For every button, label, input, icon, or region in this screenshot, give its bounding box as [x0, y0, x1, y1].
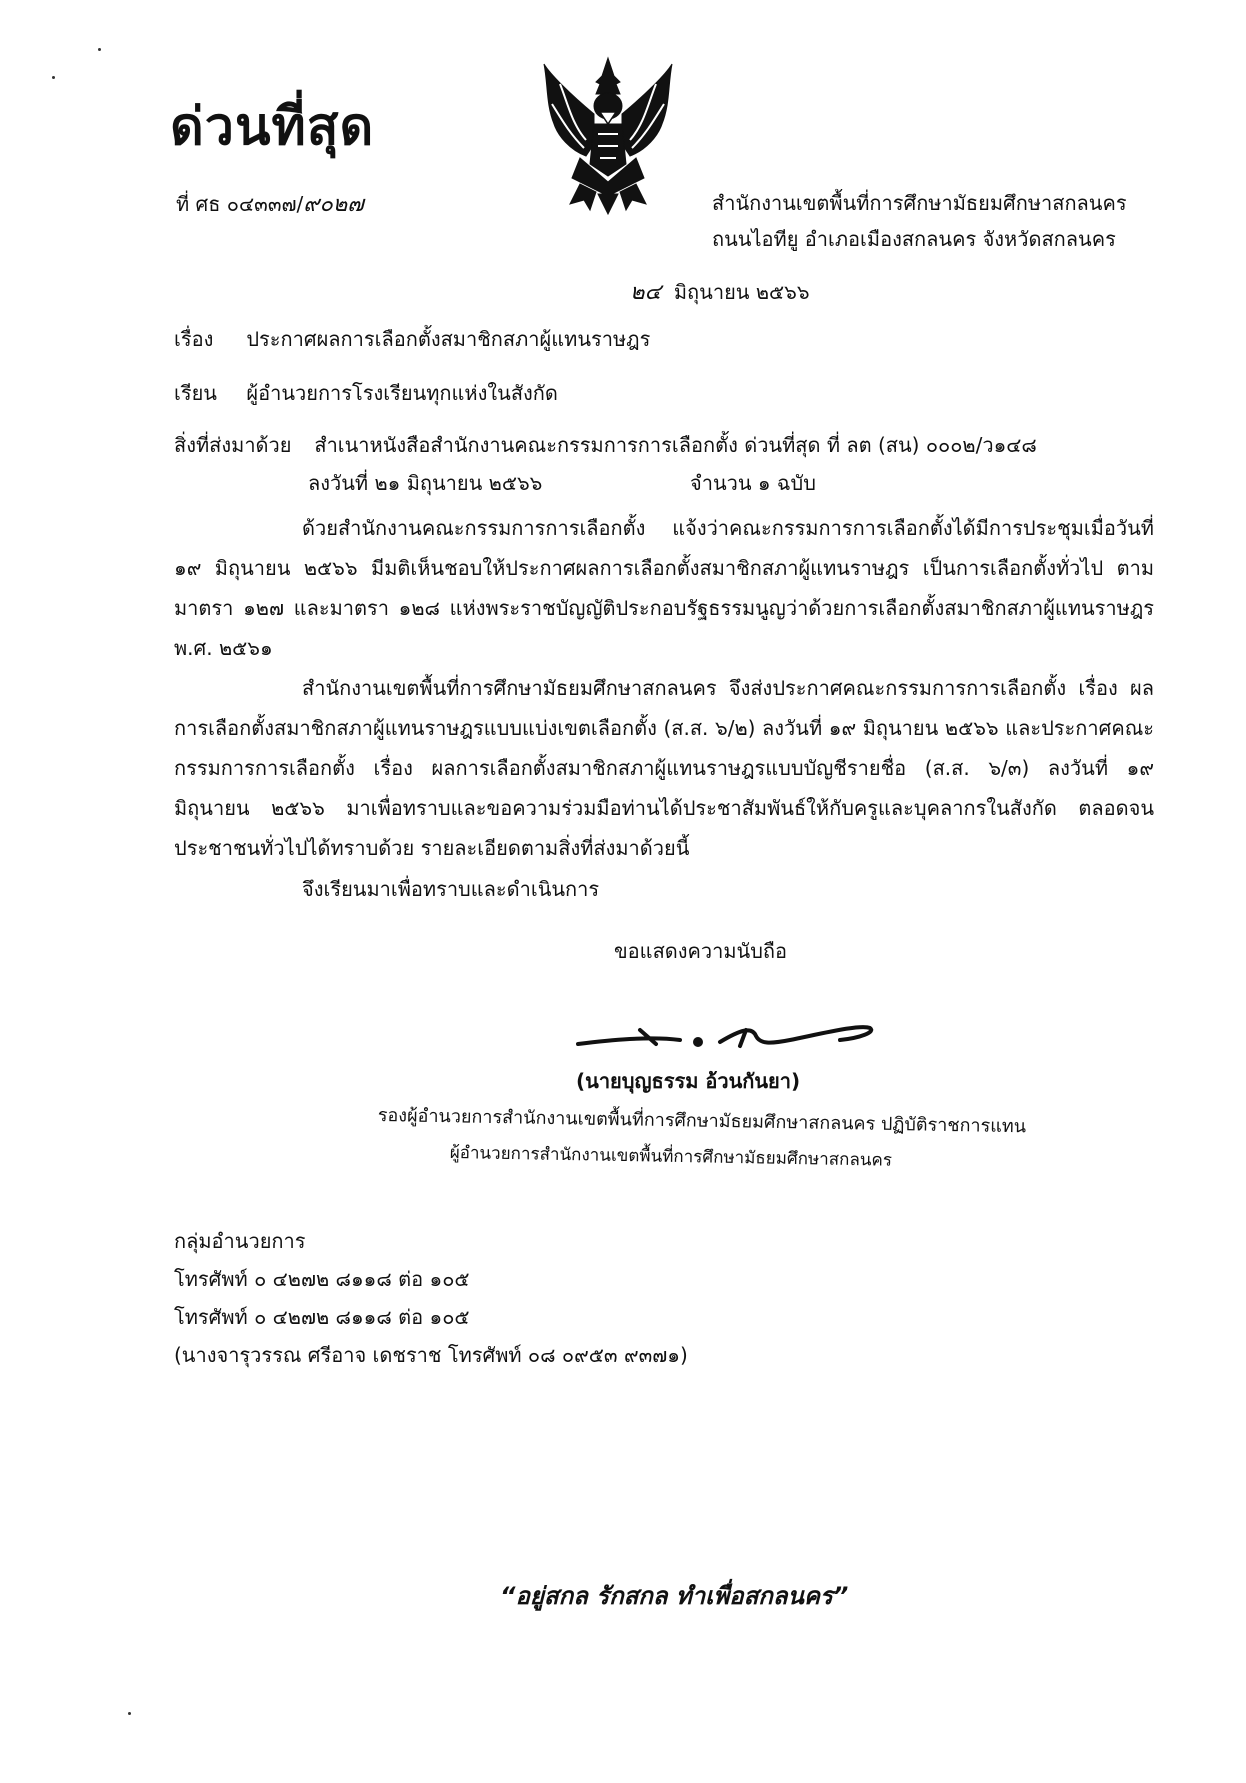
reference-number — [176, 190, 364, 220]
subject-label: เรื่อง — [174, 327, 214, 351]
footer-slogan: “อยู่สกล รักสกล ทำเพื่อสกลนคร” — [500, 1582, 849, 1610]
contact-phone: โทรศัพท์ ๐ ๔๒๗๒ ๘๑๑๘ ต่อ ๑๐๕ — [174, 1305, 470, 1329]
body-paragraph-2: สำนักงานเขตพื้นที่การศึกษามัธยมศึกษาสกลนคร จึงส่งประกาศคณะกรรมการการเลือกตั้ง เรื่อง ผลการเลือกตั้งสมาชิกสภาผู้แทนราษฎรแบบแบ่งเขตเลือกตั้ง (ส.ส. ๖/๒) ลงวันที่ ๑๙ มิถุนายน ๒๕๖๖ และประกาศคณะกรรมการการเลือกตั้ง เรื่อง ผลการเลือกตั้งสมาชิกสภาผู้แทนราษฎรแบบบัญชีรายชื่อ (ส.ส. ๖/๓) ลงวันที่ ๑๙ มิถุนายน ๒๕๖๖ มาเพื่อทราบและขอความร่วมมือท่านได้ประชาสัมพันธ์ให้กับครูและบุคลากรในสังกัด ตลอดจนประชาชนทั่วไปได้ทราบด้วย รายละเอียดตามสิ่งที่ส่งมาด้วยนี้ — [174, 676, 1154, 860]
contact-phone: โทรศัพท์ ๐ ๔๒๗๒ ๘๑๑๘ ต่อ ๑๐๕ — [174, 1267, 470, 1291]
reference-label: ที่ ศธ ๐๔๓๓๗/ — [176, 192, 304, 216]
recipient-text: ผู้อำนวยการโรงเรียนทุกแห่งในสังกัด — [246, 381, 558, 405]
signer-title-director: ผู้อำนวยการสำนักงานเขตพื้นที่การศึกษามัธยมศึกษาสกลนคร — [449, 1142, 893, 1171]
scan-speck — [98, 48, 101, 51]
reference-handwritten-number: ๙๐๒๗ — [303, 192, 364, 217]
recipient-label: เรียน — [174, 381, 217, 405]
body-paragraph-3: จึงเรียนมาเพื่อทราบและดำเนินการ — [302, 877, 600, 901]
enclosure-line — [174, 432, 1037, 459]
urgency-heading: ด่วนที่สุด — [170, 97, 375, 157]
contact-group: กลุ่มอำนวยการ — [174, 1229, 306, 1253]
office-name: สำนักงานเขตพื้นที่การศึกษามัธยมศึกษาสกลนคร — [712, 191, 1127, 215]
scan-speck — [128, 1712, 131, 1715]
signature-icon — [570, 1010, 880, 1058]
body-paragraph-1: ด้วยสำนักงานคณะกรรมการการเลือกตั้ง แจ้งว่าคณะกรรมการการเลือกตั้งได้มีการประชุมเมื่อวันที่ ๑๙ มิถุนายน ๒๕๖๖ มีมติเห็นชอบให้ประกาศผลการเลือกตั้งสมาชิกสภาผู้แทนราษฎร เป็นการเลือกตั้งทั่วไป ตามมาตรา ๑๒๗ และมาตรา ๑๒๘ แห่งพระราชบัญญัติประกอบรัฐธรรมนูญว่าด้วยการเลือกตั้งสมาชิกสภาผู้แทนราษฎร พ.ศ. ๒๕๖๑ — [174, 516, 1154, 660]
document-date — [630, 278, 810, 308]
office-address: ถนนไอทียู อำเภอเมืองสกลนคร จังหวัดสกลนคร — [712, 227, 1116, 251]
signer-name: (นายบุญธรรม อ้วนกันยา) — [576, 1069, 801, 1093]
scan-speck — [52, 76, 55, 79]
signer-title-deputy: รองผู้อำนวยการสำนักงานเขตพื้นที่การศึกษามัธยมศึกษาสกลนคร ปฏิบัติราชการแทน — [377, 1104, 1027, 1138]
garuda-emblem-icon — [540, 54, 676, 216]
date-month-year: มิถุนายน ๒๕๖๖ — [673, 280, 810, 304]
enclosure-date: ลงวันที่ ๒๑ มิถุนายน ๒๕๖๖ — [308, 471, 543, 495]
recipient-line — [174, 380, 558, 407]
enclosure-count: จำนวน ๑ ฉบับ — [690, 471, 816, 495]
subject-line — [174, 326, 650, 353]
enclosure-text: สำเนาหนังสือสำนักงานคณะกรรมการการเลือกตั้ง ด่วนที่สุด ที่ ลต (สน) ๐๐๐๒/ว๑๔๘ — [314, 433, 1037, 457]
closing-regards: ขอแสดงความนับถือ — [614, 939, 788, 963]
subject-text: ประกาศผลการเลือกตั้งสมาชิกสภาผู้แทนราษฎร — [246, 327, 651, 351]
contact-person: (นางจารุวรรณ ศรีอาจ เดชราช โทรศัพท์ ๐๘ ๐๙๕๓ ๙๓๗๑) — [174, 1343, 688, 1367]
enclosure-label: สิ่งที่ส่งมาด้วย — [174, 433, 292, 457]
date-day-handwritten: ๒๔ — [630, 280, 662, 305]
